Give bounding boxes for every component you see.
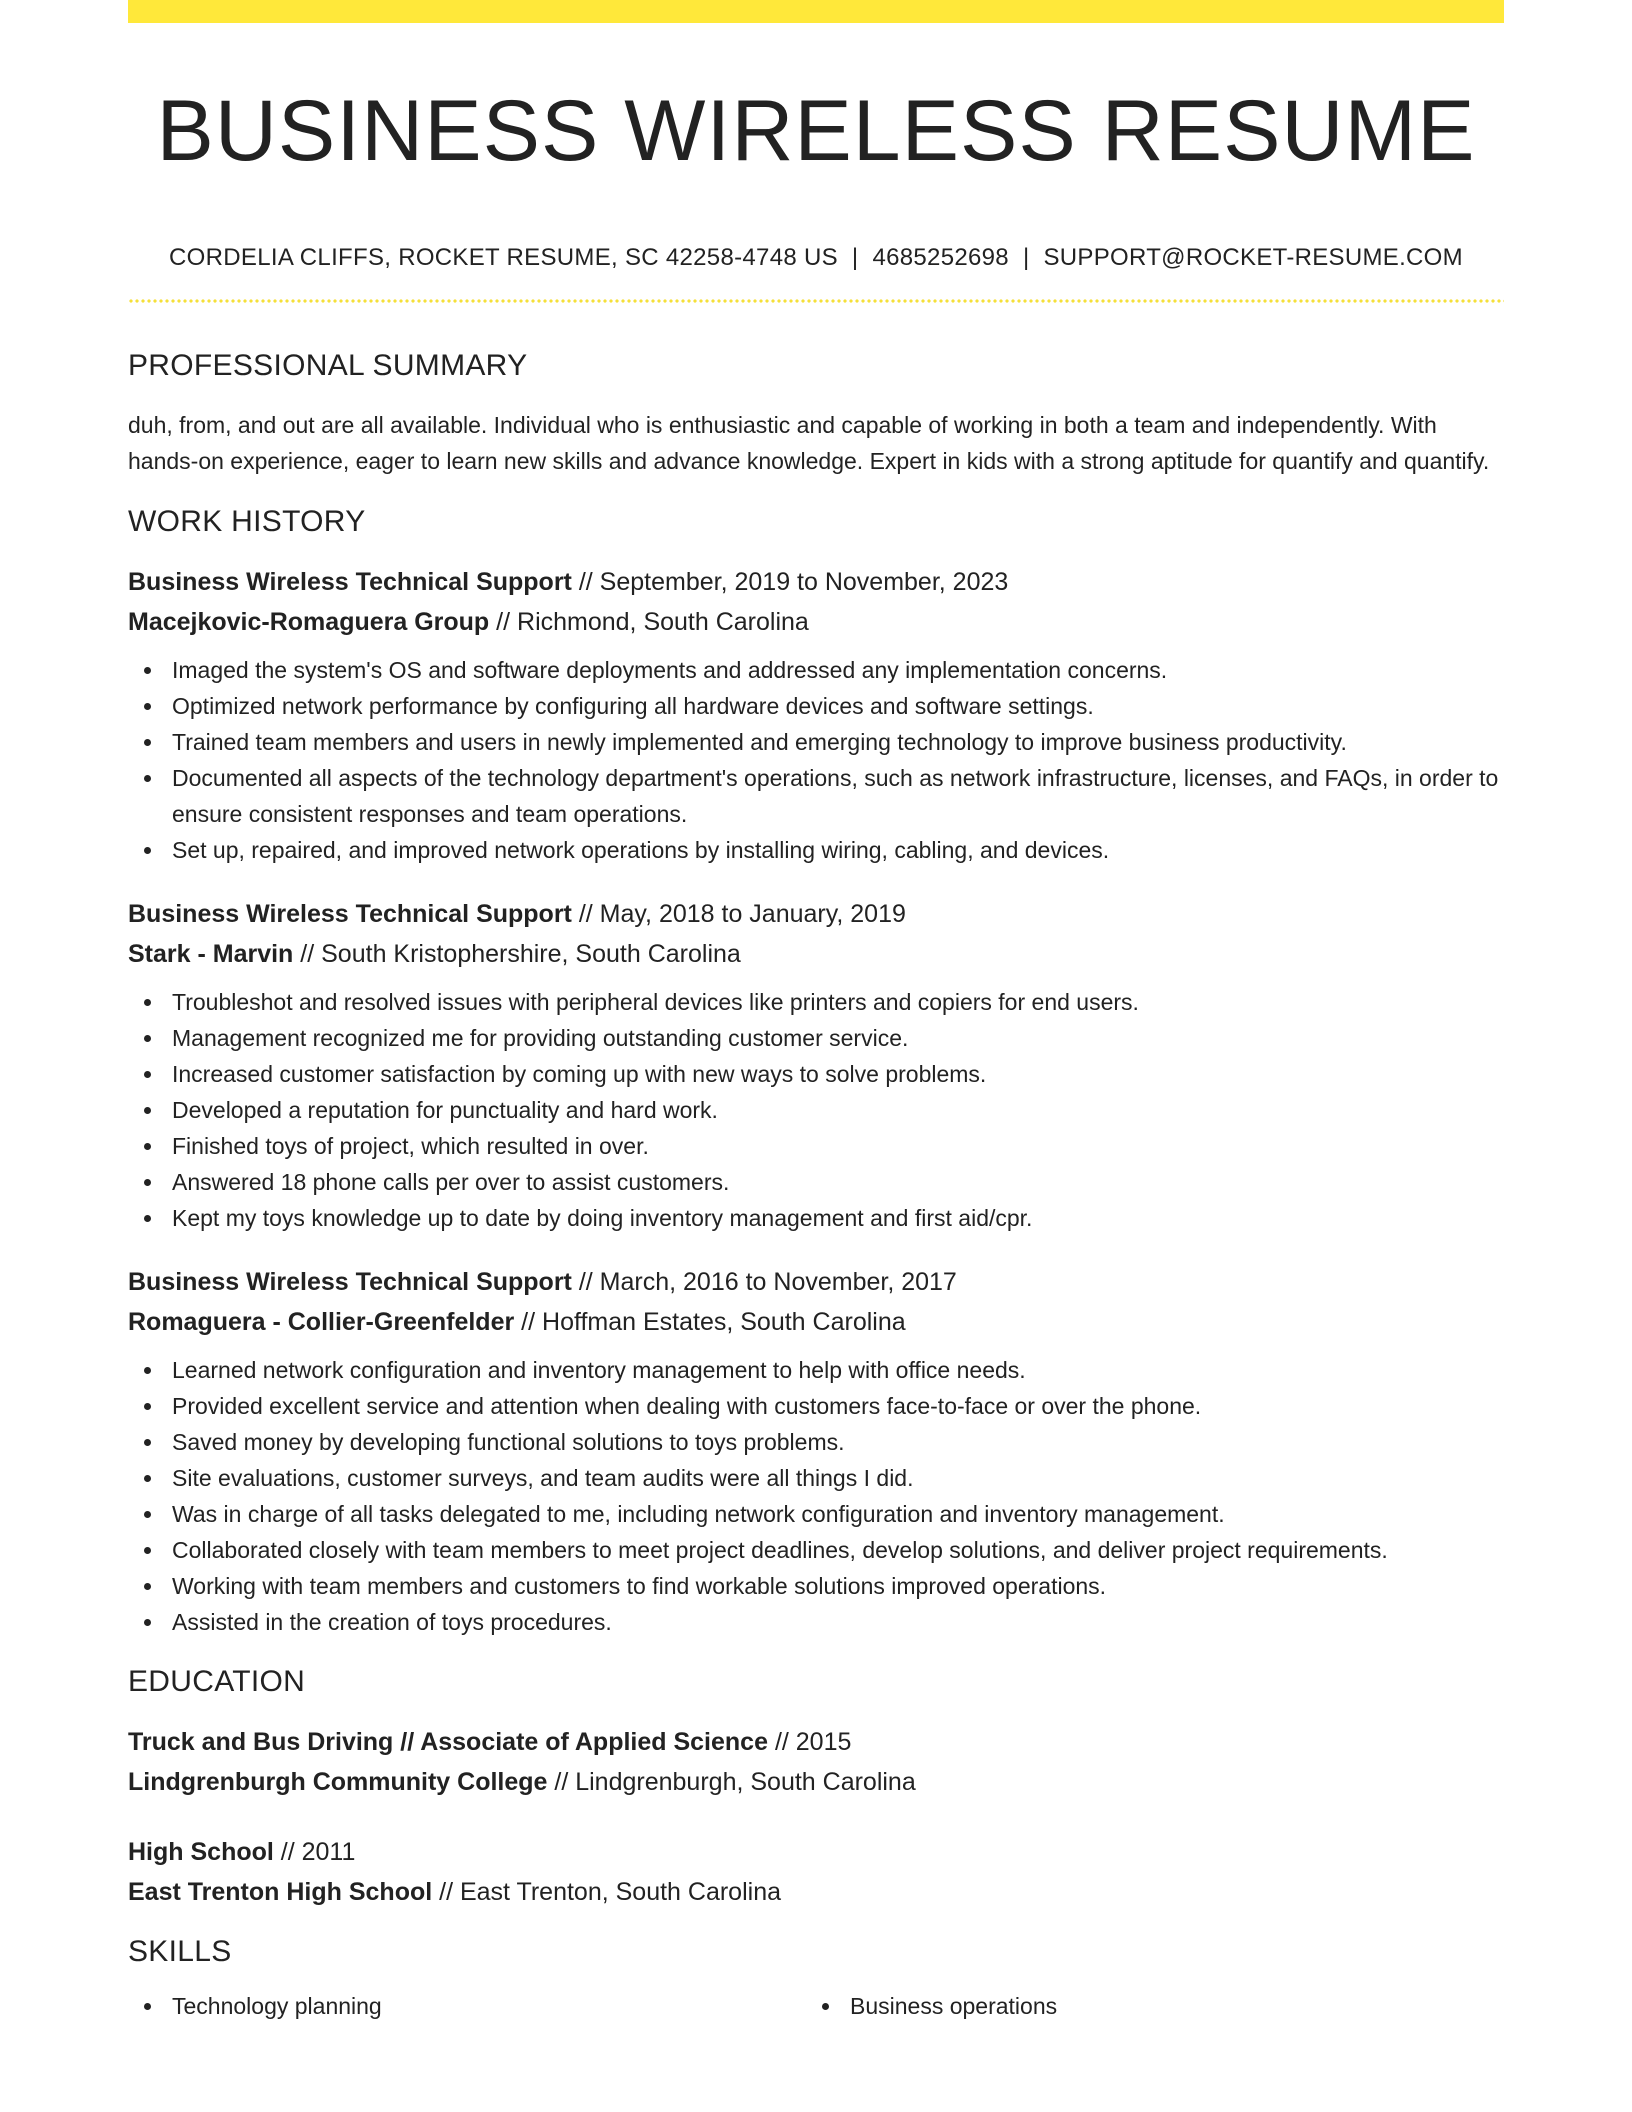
list-item: Kept my toys knowledge up to date by doing inventory management and first aid/cpr. <box>128 1200 1504 1236</box>
job-title: Business Wireless Technical Support <box>128 900 572 928</box>
list-item: Imaged the system's OS and software deployments and addressed any implementation concerns. <box>128 652 1504 688</box>
school-name: Lindgrenburgh Community College <box>128 1768 548 1796</box>
skills-heading: SKILLS <box>128 1935 232 1968</box>
school-line <box>128 1762 1504 1802</box>
list-item: Working with team members and customers to find workable solutions improved operations. <box>128 1568 1504 1604</box>
list-item: Was in charge of all tasks delegated to me, including network configuration and inventory management. <box>128 1496 1504 1532</box>
list-item: Troubleshot and resolved issues with peripheral devices like printers and copiers for end users. <box>128 984 1504 1020</box>
job-dates: // September, 2019 to November, 2023 <box>578 568 1009 596</box>
list-item: Finished toys of project, which resulted in over. <box>128 1128 1504 1164</box>
job-company-line <box>128 934 1504 974</box>
skills-list <box>128 1988 1504 2024</box>
job-company: Stark - Marvin <box>128 940 294 968</box>
education-heading: EDUCATION <box>128 1665 306 1698</box>
job-title-line <box>128 562 1504 602</box>
degree: Truck and Bus Driving // Associate of Applied Science <box>128 1728 768 1756</box>
list-item: Set up, repaired, and improved network operations by installing wiring, cabling, and devices. <box>128 832 1504 868</box>
job-dates: // March, 2016 to November, 2017 <box>578 1268 957 1296</box>
job-location: // Richmond, South Carolina <box>496 608 809 636</box>
list-item: Management recognized me for providing outstanding customer service. <box>128 1020 1504 1056</box>
job-entry <box>128 562 1504 868</box>
graduation-year: // 2015 <box>774 1728 852 1756</box>
job-company-line <box>128 1302 1504 1342</box>
job-company: Macejkovic-Romaguera Group <box>128 608 490 636</box>
list-item: Trained team members and users in newly implemented and emerging technology to improve business productivity. <box>128 724 1504 760</box>
job-title-line <box>128 894 1504 934</box>
list-item: Documented all aspects of the technology department's operations, such as network infrastructure, licenses, and FAQs, in order to ensure consistent responses and team operations. <box>128 760 1504 832</box>
job-title: Business Wireless Technical Support <box>128 1268 572 1296</box>
list-item: Answered 18 phone calls per over to assist customers. <box>128 1164 1504 1200</box>
graduation-year: // 2011 <box>280 1838 356 1866</box>
skill-item: Technology planning <box>128 1988 806 2024</box>
job-duties-list <box>128 1352 1504 1640</box>
school-location: // Lindgrenburgh, South Carolina <box>554 1768 916 1796</box>
list-item: Saved money by developing functional solutions to toys problems. <box>128 1424 1504 1460</box>
list-item: Provided excellent service and attention when dealing with customers face-to-face or over the phone. <box>128 1388 1504 1424</box>
school-name: East Trenton High School <box>128 1878 433 1906</box>
dotted-divider <box>128 299 1504 303</box>
contact-phone: 4685252698 <box>872 244 1009 271</box>
list-item: Collaborated closely with team members to meet project deadlines, develop solutions, and deliver project requirements. <box>128 1532 1504 1568</box>
degree-line <box>128 1832 1504 1872</box>
summary-heading: PROFESSIONAL SUMMARY <box>128 349 528 382</box>
job-company: Romaguera - Collier-Greenfelder <box>128 1308 515 1336</box>
accent-bar <box>128 0 1504 23</box>
job-location: // Hoffman Estates, South Carolina <box>521 1308 906 1336</box>
job-dates: // May, 2018 to January, 2019 <box>578 900 906 928</box>
job-duties-list <box>128 984 1504 1236</box>
degree: High School <box>128 1838 274 1866</box>
job-company-line <box>128 602 1504 642</box>
education-entry <box>128 1722 1504 1802</box>
list-item: Optimized network performance by configuring all hardware devices and software settings. <box>128 688 1504 724</box>
skills-column-right <box>806 1988 1484 2024</box>
list-item: Developed a reputation for punctuality and hard work. <box>128 1092 1504 1128</box>
contact-email: SUPPORT@ROCKET-RESUME.COM <box>1043 244 1463 271</box>
job-title: Business Wireless Technical Support <box>128 568 572 596</box>
job-location: // South Kristophershire, South Carolina <box>300 940 741 968</box>
job-duties-list <box>128 652 1504 868</box>
skills-column-left <box>128 1988 806 2024</box>
list-item: Learned network configuration and inventory management to help with office needs. <box>128 1352 1504 1388</box>
contact-separator: | <box>1022 244 1030 271</box>
skill-item: Business operations <box>806 1988 1484 2024</box>
school-line <box>128 1872 1504 1912</box>
list-item: Assisted in the creation of toys procedures. <box>128 1604 1504 1640</box>
school-location: // East Trenton, South Carolina <box>439 1878 781 1906</box>
job-entry <box>128 1262 1504 1640</box>
contact-separator: | <box>851 244 859 271</box>
list-item: Site evaluations, customer surveys, and team audits were all things I did. <box>128 1460 1504 1496</box>
resume-page <box>128 0 1504 2024</box>
resume-title: BUSINESS WIRELESS RESUME <box>156 83 1476 179</box>
work-history-heading: WORK HISTORY <box>128 505 366 538</box>
job-title-line <box>128 1262 1504 1302</box>
contact-line <box>128 243 1504 273</box>
contact-address: CORDELIA CLIFFS, ROCKET RESUME, SC 42258-4748 US <box>169 244 838 271</box>
list-item: Increased customer satisfaction by coming up with new ways to solve problems. <box>128 1056 1504 1092</box>
degree-line <box>128 1722 1504 1762</box>
summary-text: duh, from, and out are all available. Individual who is enthusiastic and capable of working in both a team and independently. With hands-on experience, eager to learn new skills and advance knowledge. Expert in kids with a strong aptitude for quantify and quantify. <box>128 412 1490 474</box>
job-entry <box>128 894 1504 1236</box>
education-entry <box>128 1832 1504 1912</box>
